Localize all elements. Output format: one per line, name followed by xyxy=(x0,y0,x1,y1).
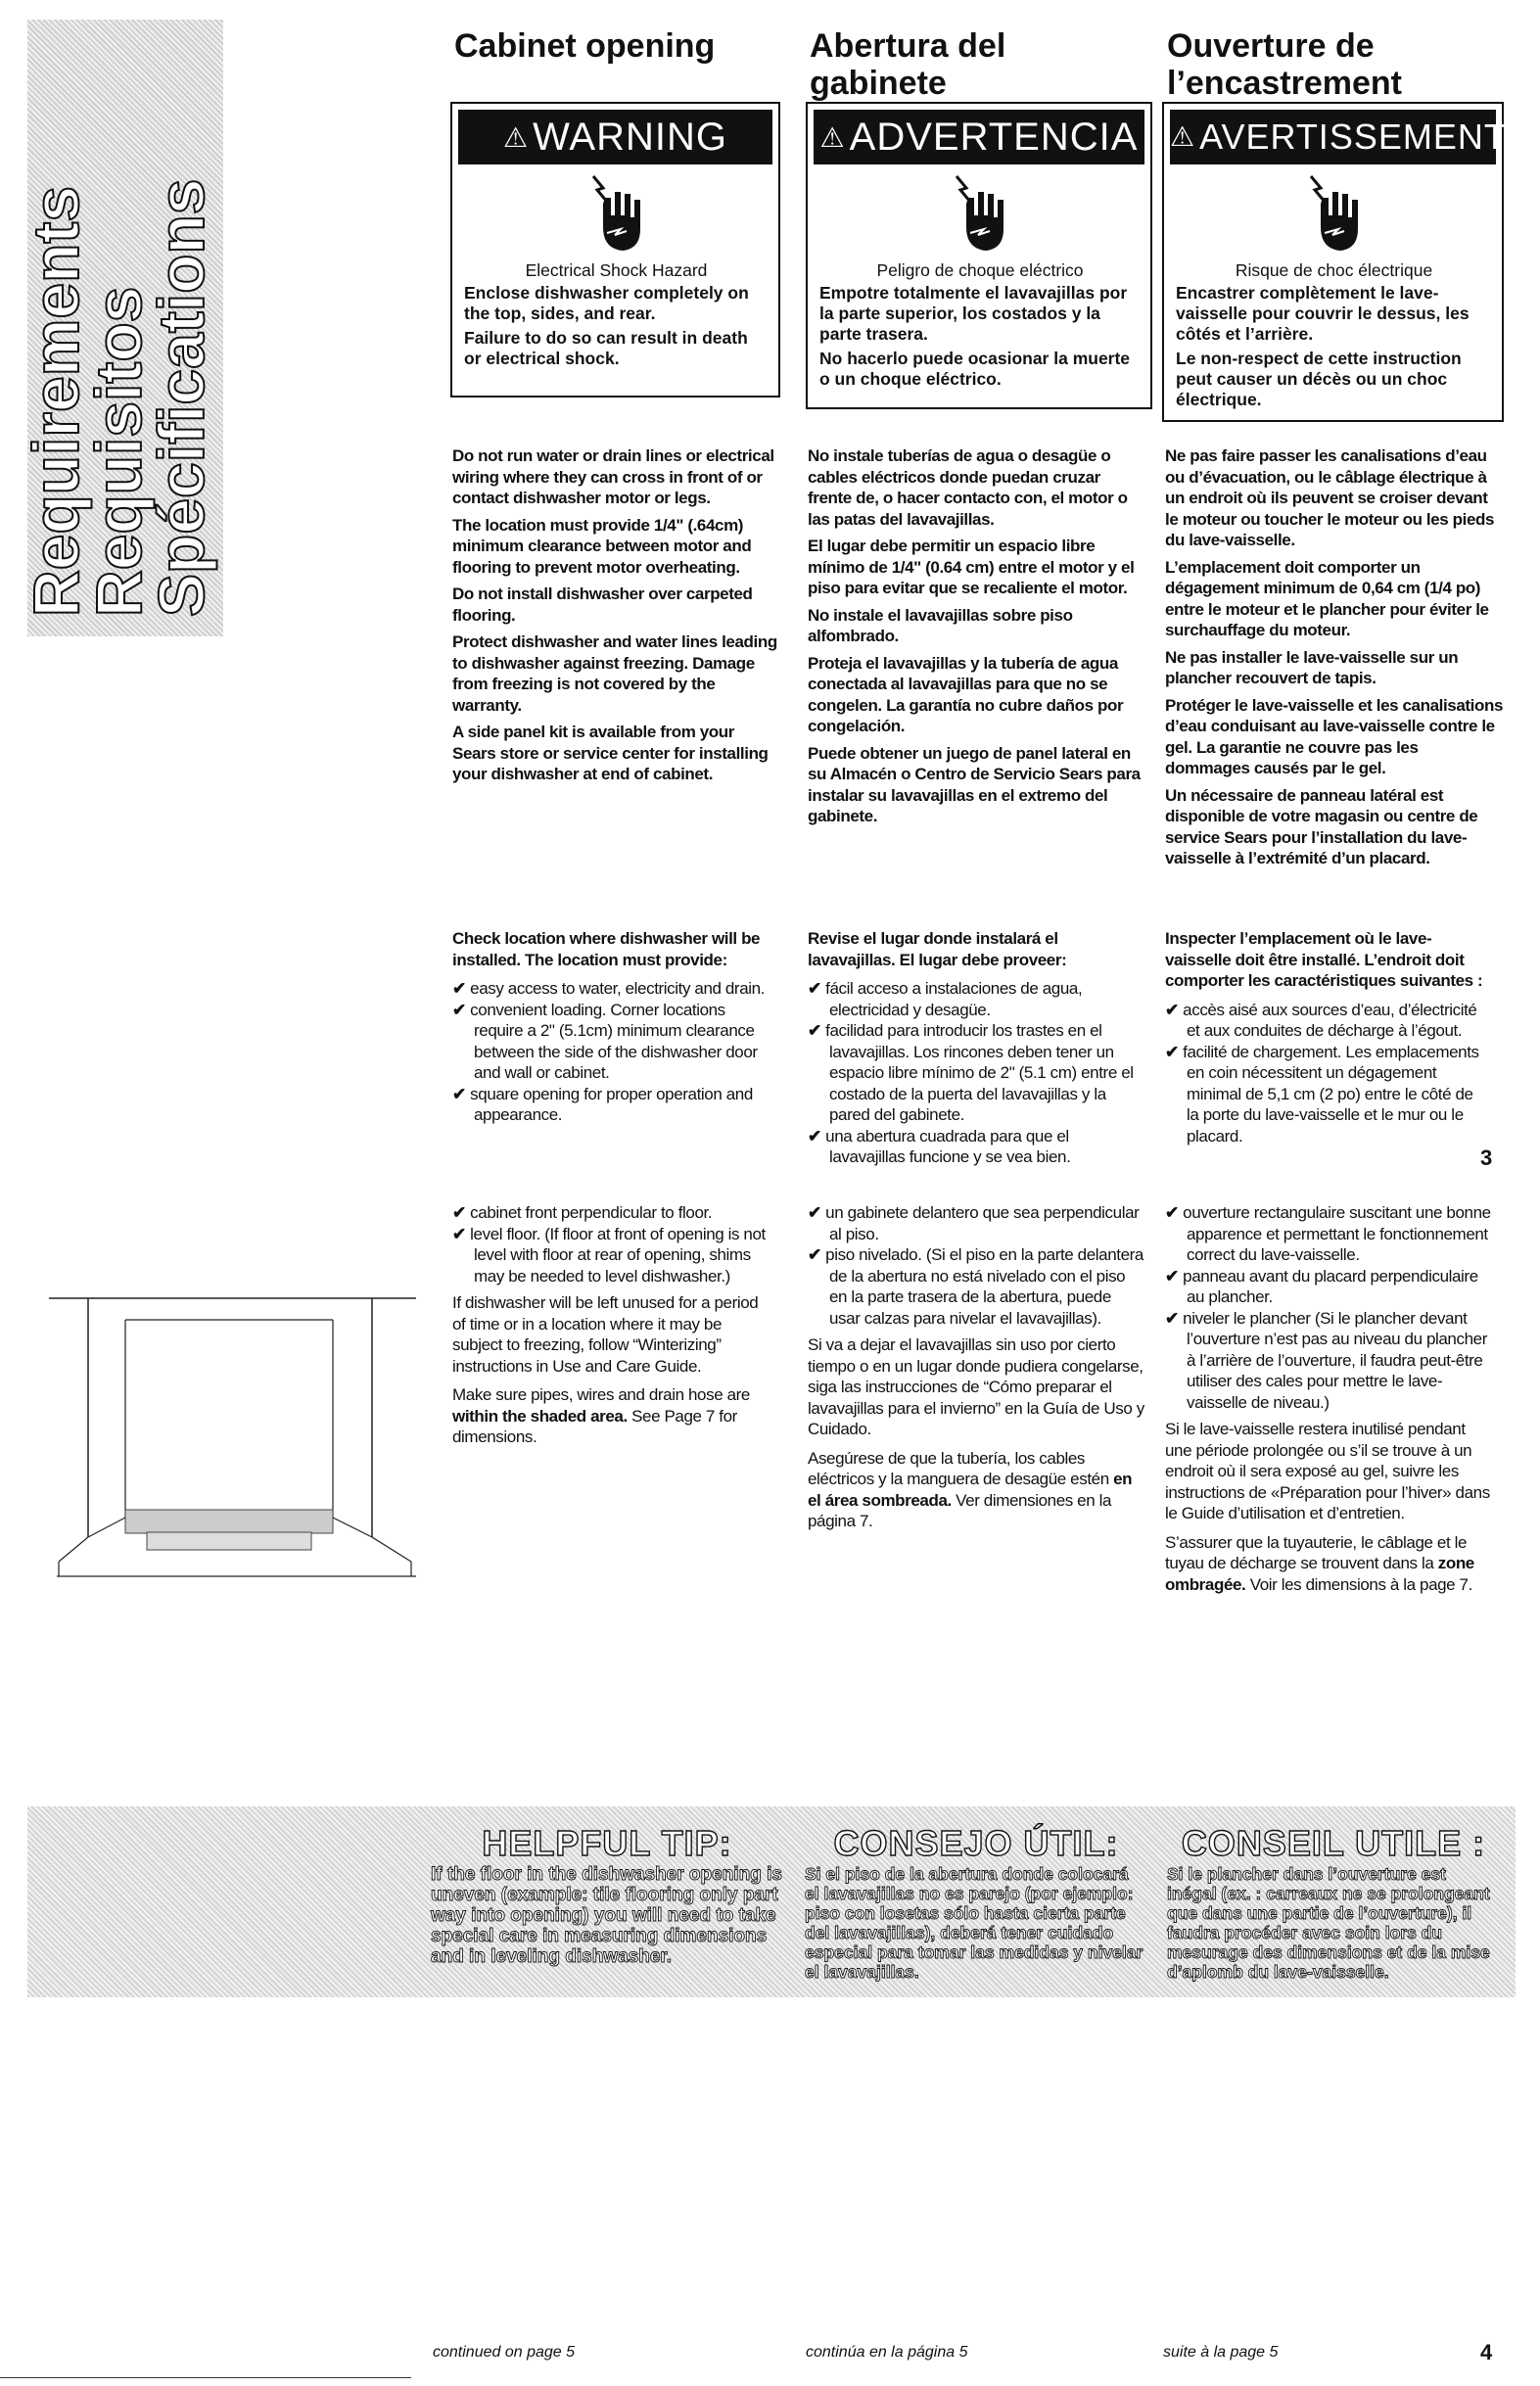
warning-banner-en xyxy=(458,110,772,164)
checkmark-icon: ✔ xyxy=(808,1203,826,1222)
warning-line1-fr: Encastrer complètement le lave-vaisselle pour couvrir le dessus, les côtés et l’arrière. xyxy=(1176,283,1470,344)
caution-item: Proteja el lavavajillas y la tubería de agua conectada al lavavajillas para que no se congelen. La garantía no cubre daños por congelación. xyxy=(808,653,1124,735)
side-tab-specifications: Spécifications xyxy=(145,178,217,617)
tip-title-en: HELPFUL TIP: xyxy=(482,1823,732,1863)
note-text: Make sure pipes, wires and drain hose are xyxy=(452,1385,750,1404)
heading-en: Cabinet opening xyxy=(454,27,716,65)
caution-item: The location must provide 1/4" (.64cm) minimum clearance between motor and flooring to prevent motor overheating. xyxy=(452,515,752,577)
footer-continued-fr: suite à la page 5 xyxy=(1163,2344,1279,2361)
warning-line1-en: Enclose dishwasher completely on the top, sides, and rear. xyxy=(464,283,749,323)
check-item: un gabinete delantero que sea perpendicular al piso. xyxy=(825,1203,1140,1243)
check-item: accès aisé aux sources d’eau, d’électricité et aux conduites de décharge à l’égout. xyxy=(1183,1000,1477,1040)
heading-es-line1: Abertura del xyxy=(810,27,1006,65)
cabinet-opening-diagram xyxy=(39,1283,431,1596)
tip-title-fr: CONSEIL UTILE : xyxy=(1181,1823,1486,1863)
caution-item: No instale tuberías de agua o desagüe o cables eléctricos donde puedan cruzar frente de, o hacer contacto con, el motor o las patas del lavavajillas. xyxy=(808,446,1128,529)
warning-signal-fr: AVERTISSEMENT xyxy=(1199,117,1507,157)
check-intro-es: Revise el lugar donde instalará el lavavajillas. El lugar debe proveer: xyxy=(808,929,1067,969)
winterizing-note-es: Si va a dejar el lavavajillas sin uso por cierto tiempo o en un lugar donde pudiera congelarse, siga las instrucciones de “Cómo preparar el lavavajillas para el invierno” en la Guía de Uso y Cuidado. xyxy=(808,1335,1144,1438)
cautions-en xyxy=(452,445,777,791)
bottom-rule xyxy=(0,2377,411,2378)
cautions-es xyxy=(808,445,1145,833)
tip-en xyxy=(431,1823,783,1967)
caution-item: Do not install dishwasher over carpeted flooring. xyxy=(452,585,753,625)
tip-body-fr: Si le plancher dans l’ouverture est inégal (ex. : carreaux ne se prolongeant que dans une partie de l’ouverture), il faudra procéder avec soin lors du mesurage des dimensions et de la mise d’aplomb du lave-vaisselle. xyxy=(1167,1864,1490,1982)
heading-fr-line2: l’encastrement xyxy=(1167,65,1402,102)
check-fr xyxy=(1165,928,1488,1146)
checkmark-icon: ✔ xyxy=(452,1203,471,1222)
shaded-area-note-fr xyxy=(1165,1532,1493,1596)
check-intro-en: Check location where dishwasher will be installed. The location must provide: xyxy=(452,929,761,969)
note-text: Asegúrese de que la tubería, los cables eléctricos y la manguera de desagüe estén xyxy=(808,1448,1114,1488)
warning-box-fr xyxy=(1162,102,1507,422)
note-text: S’assurer que la tuyauterie, le câblage et le tuyau de décharge se trouvent dans la xyxy=(1165,1532,1468,1572)
check-item: piso nivelado. (Si el piso en la parte delantera de la abertura no está nivelado con el piso en la parte trasera de la abertura, puede usar calzas para nivelar el lavavajillas). xyxy=(825,1245,1143,1328)
warning-triangle-icon: ⚠ xyxy=(819,122,846,153)
warning-hazard-fr: Risque de choc électrique xyxy=(1235,260,1433,280)
check-item: ouverture rectangulaire suscitant une bonne apparence et permettant le fonctionnement correct du lave-vaisselle. xyxy=(1183,1203,1491,1264)
electric-shock-hand-icon xyxy=(1164,170,1502,260)
page-number: 4 xyxy=(1480,2340,1493,2364)
check-item: niveler le plancher (Si le plancher devant l’ouverture n’est pas au niveau du plancher à l’arrière de l’ouverture, il faudra peut-être utiliser des cales pour mettre le lave-vaisselle de niveau.) xyxy=(1183,1308,1487,1412)
checkmark-icon: ✔ xyxy=(808,1021,826,1040)
heading-es xyxy=(810,27,1005,102)
checkmark-icon: ✔ xyxy=(808,1126,826,1146)
winterizing-note-en: If dishwasher will be left unused for a period of time or in a location where it may be subject to freezing, follow “Winterizing” instructions in Use and Care Guide. xyxy=(452,1293,759,1376)
warning-box-es xyxy=(806,102,1152,409)
check-es xyxy=(808,928,1145,1168)
tip-fr xyxy=(1167,1823,1500,1982)
warning-triangle-icon: ⚠ xyxy=(1170,121,1196,152)
note-emphasis: within the shaded area. xyxy=(452,1406,628,1426)
checkmark-icon: ✔ xyxy=(452,979,471,998)
shaded-area-note-es xyxy=(808,1448,1145,1532)
check-item: square opening for proper operation and appearance. xyxy=(470,1084,753,1124)
caution-item: Protéger le lave-vaisselle et les canalisations d’eau conduisant au lave-vaisselle contre le gel. La garantie ne couvre pas les dommages causés par le gel. xyxy=(1165,695,1504,777)
warning-banner-fr xyxy=(1170,110,1507,164)
shaded-area-note-en xyxy=(452,1384,775,1448)
warning-signal-es: ADVERTENCIA xyxy=(849,116,1139,159)
warning-triangle-icon: ⚠ xyxy=(503,122,530,153)
checkmark-icon: ✔ xyxy=(452,1084,471,1103)
side-tab-requirements: Requirements xyxy=(20,185,92,617)
warning-signal-en: WARNING xyxy=(533,116,727,159)
check-item: level floor. (If floor at front of opening is not level with floor at rear of opening, shims may be needed to level dishwasher.) xyxy=(470,1224,766,1286)
warning-line2-es: No hacerlo puede ocasionar la muerte o un choque eléctrico. xyxy=(819,349,1131,389)
check-item: cabinet front perpendicular to floor. xyxy=(470,1203,713,1222)
caution-item: Protect dishwasher and water lines leading to dishwasher against freezing. Damage from freezing is not covered by the warranty. xyxy=(452,632,777,715)
checkmark-icon: ✔ xyxy=(808,1245,826,1264)
caution-item: Ne pas installer le lave-vaisselle sur un plancher recouvert de tapis. xyxy=(1165,647,1459,687)
warning-line1-es: Empotre totalmente el lavavajillas por la parte superior, los costados y la parte trasera. xyxy=(819,283,1128,344)
warning-hazard-es: Peligro de choque eléctrico xyxy=(876,260,1084,280)
check-item: fácil acceso a instalaciones de agua, electricidad y desagüe. xyxy=(825,979,1083,1019)
checkmark-icon: ✔ xyxy=(1165,1266,1184,1286)
warning-box-en xyxy=(450,102,780,398)
warning-hazard-en: Electrical Shock Hazard xyxy=(525,260,708,280)
caution-item: Un nécessaire de panneau latéral est disponible de votre magasin ou centre de service Sears pour l’installation du lave-vaisselle à l’extrémité d’un placard. xyxy=(1165,785,1478,867)
check-item: panneau avant du placard perpendiculaire au plancher. xyxy=(1183,1266,1478,1306)
cautions-fr xyxy=(1165,445,1503,875)
side-tab-requisitos: Requisitos xyxy=(82,286,155,617)
check-item: facilidad para introducir los trastes en el lavavajillas. Los rincones deben tener un espacio libre mínimo de 2" (5.1 cm) entre el costado de la puerta del lavavajillas y la pared del gabinete. xyxy=(825,1021,1134,1124)
check-item: convenient loading. Corner locations require a 2" (5.1cm) minimum clearance between the side of the dishwasher door and wall or cabinet. xyxy=(470,1000,758,1082)
caution-item: L’emplacement doit comporter un dégagement minimum de 0,64 cm (1/4 po) entre le moteur et le plancher pour éviter le surchauffage du moteur. xyxy=(1165,557,1489,639)
side-tab xyxy=(20,20,223,636)
note-emphasis: en el área sombreada. xyxy=(808,1470,1133,1510)
caution-item: Puede obtener un juego de panel lateral en su Almacén o Centro de Servicio Sears para instalar su lavavajillas en el extremo del gabinete. xyxy=(808,743,1141,825)
check-en xyxy=(452,928,775,1126)
checkmark-icon: ✔ xyxy=(452,1224,471,1243)
note-emphasis: zone ombragée. xyxy=(1165,1554,1474,1594)
caution-item: El lugar debe permitir un espacio libre mínimo de 1/4" (0.64 cm) entre el motor y el piso para evitar que se recaliente el motor. xyxy=(808,537,1135,597)
check-item: easy access to water, electricity and drain. xyxy=(470,979,765,998)
more-fr xyxy=(1165,1202,1493,1603)
check-intro-fr: Inspecter l’emplacement où le lave-vaisselle doit être installé. L’endroit doit comporter les caractéristiques suivantes : xyxy=(1165,929,1483,990)
heading-fr-line1: Ouverture de xyxy=(1167,27,1375,65)
note-text: Voir les dimensions à la page 7. xyxy=(1245,1574,1472,1594)
checkmark-icon: ✔ xyxy=(1165,1042,1184,1061)
winterizing-note-fr: Si le lave-vaisselle restera inutilisé pendant une période prolongée ou s’il se trouve à un endroit où il sera exposé au gel, suivre les instructions de «Préparation pour l’hiver» dans le Guide d’utilisation et d’entretien. xyxy=(1165,1420,1490,1522)
note-text: See Page 7 for dimensions. xyxy=(452,1406,737,1446)
checkmark-icon: ✔ xyxy=(808,979,826,998)
tip-body-en: If the floor in the dishwasher opening is uneven (example: tile flooring only part way into opening) you will need to take special care in measuring dimensions and in leveling dishwasher. xyxy=(431,1864,782,1967)
check-item: una abertura cuadrada para que el lavavajillas funcione y se vea bien. xyxy=(825,1126,1071,1166)
caution-item: A side panel kit is available from your Sears store or service center for installing your dishwasher at end of cabinet. xyxy=(452,723,769,783)
margin-page-number: 3 xyxy=(1480,1146,1493,1170)
tip-title-es: CONSEJO ÚTIL: xyxy=(833,1823,1119,1863)
tip-body-es: Si el piso de la abertura donde colocará el lavavajillas no es parejo (por ejemplo: piso con losetas sólo hasta cierta parte del lavavajillas), deberá tener cuidado especial para tomar las medidas y nivelar el lavavajillas. xyxy=(805,1864,1143,1982)
footer-continued-es: continúa en la página 5 xyxy=(806,2344,968,2361)
tip-es xyxy=(805,1823,1147,1982)
electric-shock-hand-icon xyxy=(808,170,1150,260)
heading-fr xyxy=(1167,27,1402,102)
footer-continued-en: continued on page 5 xyxy=(433,2344,576,2361)
check-item: facilité de chargement. Les emplacements en coin nécessitent un dégagement minimal de 5,1 cm (2 po) entre le côté de la porte du lave-vaisselle et le mur ou le placard. xyxy=(1183,1042,1479,1146)
caution-item: Do not run water or drain lines or electrical wiring where they can cross in front of or contact dishwasher motor or legs. xyxy=(452,446,774,507)
heading-es-line2: gabinete xyxy=(810,65,947,102)
checkmark-icon: ✔ xyxy=(452,1000,471,1019)
note-text: Ver dimensiones en la página 7. xyxy=(808,1490,1112,1530)
more-es xyxy=(808,1202,1145,1540)
checkmark-icon: ✔ xyxy=(1165,1308,1184,1328)
checkmark-icon: ✔ xyxy=(1165,1203,1184,1222)
warning-line2-fr: Le non-respect de cette instruction peut causer un décès ou un choc électrique. xyxy=(1176,349,1462,409)
caution-item: No instale el lavavajillas sobre piso alfombrado. xyxy=(808,605,1073,645)
caution-item: Ne pas faire passer les canalisations d’eau ou d’évacuation, ou le câblage électrique à un endroit où ils peuvent se croiser devant le moteur ou toucher le moteur ou les pieds du lave-vaisselle. xyxy=(1165,446,1495,549)
warning-banner-es xyxy=(814,110,1144,164)
electric-shock-hand-icon xyxy=(452,170,778,260)
warning-line2-en: Failure to do so can result in death or electrical shock. xyxy=(464,328,748,368)
more-en xyxy=(452,1202,775,1456)
checkmark-icon: ✔ xyxy=(1165,1000,1184,1019)
